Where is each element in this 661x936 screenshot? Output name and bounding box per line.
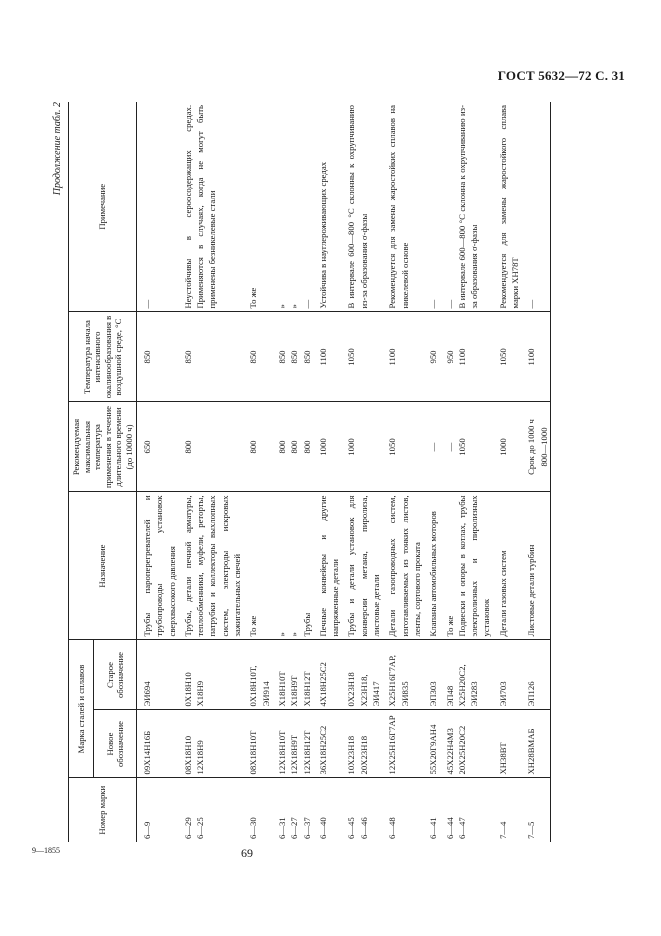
table-row [243,102,272,842]
cell-scale-temperature: 1050 [341,312,382,402]
cell-scale-temperature: 1050 [493,312,522,402]
cell-purpose: Детали газовых систем [493,492,522,640]
cell-purpose: Трубы пароперегревателей и трубопроводы установок сверхвысокого давления [137,492,178,640]
cell-mark-number: 7—4 [493,778,522,842]
cell-old-designation: ЭП303 [423,640,439,710]
cell-new-designation: 55Х20Г9АН4 [423,710,439,778]
cell-max-temperature: 1000 [493,402,522,492]
cell-purpose: Листовые детали турбин [521,492,550,640]
cell-max-temperature: 650 [137,402,178,492]
cell-mark-number: 6—9 [137,778,178,842]
cell-scale-temperature: 850 850 850 [272,312,313,402]
cell-new-designation: 09Х14Н16Б [137,710,178,778]
cell-purpose: » » Трубы [272,492,313,640]
page-header: ГОСТ 5632—72 С. 31 [497,68,625,83]
print-code: 9—1855 [32,846,60,855]
steel-grades-table [68,102,551,842]
table-row [341,102,382,842]
cell-scale-temperature: 1100 [521,312,550,402]
cell-new-designation: ХН28ВМАБ [521,710,550,778]
cell-old-designation: 4Х18Н25С2 [313,640,342,710]
cell-max-temperature: 800 800 800 [272,402,313,492]
cell-old-designation: 0Х18Н10 Х18Н9 [178,640,243,710]
header-mark-number: Номер марки [69,778,137,842]
table-row [178,102,243,842]
table-row [272,102,313,842]
cell-mark-number: 6—29 6—25 [178,778,243,842]
header-scale-temperature: Температура начала интенсивного окалинообразования в воздушной среде, °С [69,312,137,402]
cell-max-temperature: 1000 [341,402,382,492]
table-row [521,102,550,842]
cell-note: — [142,299,152,309]
cell-note: Устойчива в науглероживающих средах [317,161,328,309]
cell-note: Рекомендуется для замены жаростойких сплавов на никелевой основе [387,105,410,309]
table-row [423,102,439,842]
cell-purpose: Детали газопроводных систем, изготавливаемых из тонких листов, ленты, сортового проката [382,492,423,640]
cell-scale-temperature: 850 [178,312,243,402]
header-grade-group: Марка сталей и сплавов [69,640,94,778]
cell-max-temperature: 1000 [313,402,342,492]
cell-note: — В интервале 600—800 °С склонна к охрупчиванию из-за образования σ-фазы [444,105,480,309]
cell-purpose: То же Подвески и опоры в котлах, трубы электролизных и пиролизных установок [440,492,493,640]
header-new-designation: Новое обозначение [94,710,137,778]
table-row [493,102,522,842]
cell-scale-temperature: 850 [137,312,178,402]
cell-mark-number: 6—45 6—46 [341,778,382,842]
cell-max-temperature: — [423,402,439,492]
cell-purpose: То же [243,492,272,640]
cell-new-designation: 45Х22Н4М3 20Х25Н20С2 [440,710,493,778]
cell-purpose: Печные конвейеры и другие напряженные детали [313,492,342,640]
table-row [313,102,342,842]
cell-scale-temperature: 950 [423,312,439,402]
cell-scale-temperature: 1100 [382,312,423,402]
header-max-temperature: Рекомендуемая максимальная температура применения в течение длительного времени (до 10000 ч) [69,402,137,492]
header-note: Примечание [69,102,137,312]
cell-purpose: Трубы, детали печной арматуры, теплообменники, муфели, реторты, патрубки и коллекторы выхлопных систем, электроды искровых зажигательных свечей [178,492,243,640]
table-row [137,102,178,842]
cell-purpose: Трубы и детали установок для конверсии метана, пиролиза, листовые детали [341,492,382,640]
cell-mark-number: 6—31 6—27 6—37 [272,778,313,842]
table-row [440,102,493,842]
cell-max-temperature: 800 [178,402,243,492]
cell-new-designation: 36Х18Н25С2 [313,710,342,778]
cell-scale-temperature: 950 1100 [440,312,493,402]
cell-old-designation: ЭП126 [521,640,550,710]
header-old-designation: Старое обозначение [94,640,137,710]
cell-scale-temperature: 850 [243,312,272,402]
cell-new-designation: 12Х25Н16Г7АР [382,710,423,778]
continuation-label: Продолжение табл. 2 [52,102,63,196]
cell-old-designation: Х25Н16Г7АР, ЭИ835 [382,640,423,710]
cell-max-temperature: — 1050 [440,402,493,492]
cell-note: Рекомендуется для замены жаростойкого сплава марки ХН78Т [497,105,521,309]
cell-new-designation: 10Х23Н18 20Х23Н18 [341,710,382,778]
cell-new-designation: ХН38ВТ [493,710,522,778]
cell-max-temperature: 800 [243,402,272,492]
cell-mark-number: 6—41 [423,778,439,842]
cell-note: То же [248,287,259,309]
cell-old-designation: Х18Н10Т Х18Н9Т Х18Н12Т [272,640,313,710]
cell-scale-temperature: 1100 [313,312,342,402]
cell-note: » » — [276,299,312,309]
cell-new-designation: 08Х18Н10 12Х18Н9 [178,710,243,778]
cell-old-designation: ЭП48 Х25Н20С2, ЭИ283 [440,640,493,710]
cell-mark-number: 6—44 6—47 [440,778,493,842]
cell-note: Неустойчивы в сероосодержащих средах. Применяются в случаях, когда не могут быть применены безникелевые стали [182,105,218,309]
cell-mark-number: 6—30 [243,778,272,842]
cell-old-designation: 0Х18Н10Т, ЭИ914 [243,640,272,710]
cell-max-temperature: Срок до 1000 ч 800—1000 [521,402,550,492]
cell-note: В интервале 600—800 °С склонны к охрупчиванию из-за образования σ-фазы [346,105,369,309]
table-body [137,102,551,842]
cell-new-designation: 12Х18Н10Т 12Х18Н9Т 12Х18Н12Т [272,710,313,778]
cell-note: — [526,299,537,309]
cell-old-designation: ЭИ703 [493,640,522,710]
cell-purpose: Клапаны автомобильных моторов [423,492,439,640]
header-purpose: Назначение [69,492,137,640]
cell-max-temperature: 1050 [382,402,423,492]
table-row [382,102,423,842]
page-number: 69 [241,846,253,860]
cell-mark-number: 6—48 [382,778,423,842]
cell-note: — [428,299,439,309]
cell-old-designation: ЭИ694 [137,640,178,710]
cell-mark-number: 7—5 [521,778,550,842]
cell-new-designation: 08Х18Н10Т [243,710,272,778]
rotated-table-area [52,102,638,842]
cell-old-designation: 0Х23Н18 Х23Н18, ЭИ417 [341,640,382,710]
cell-mark-number: 6—40 [313,778,342,842]
